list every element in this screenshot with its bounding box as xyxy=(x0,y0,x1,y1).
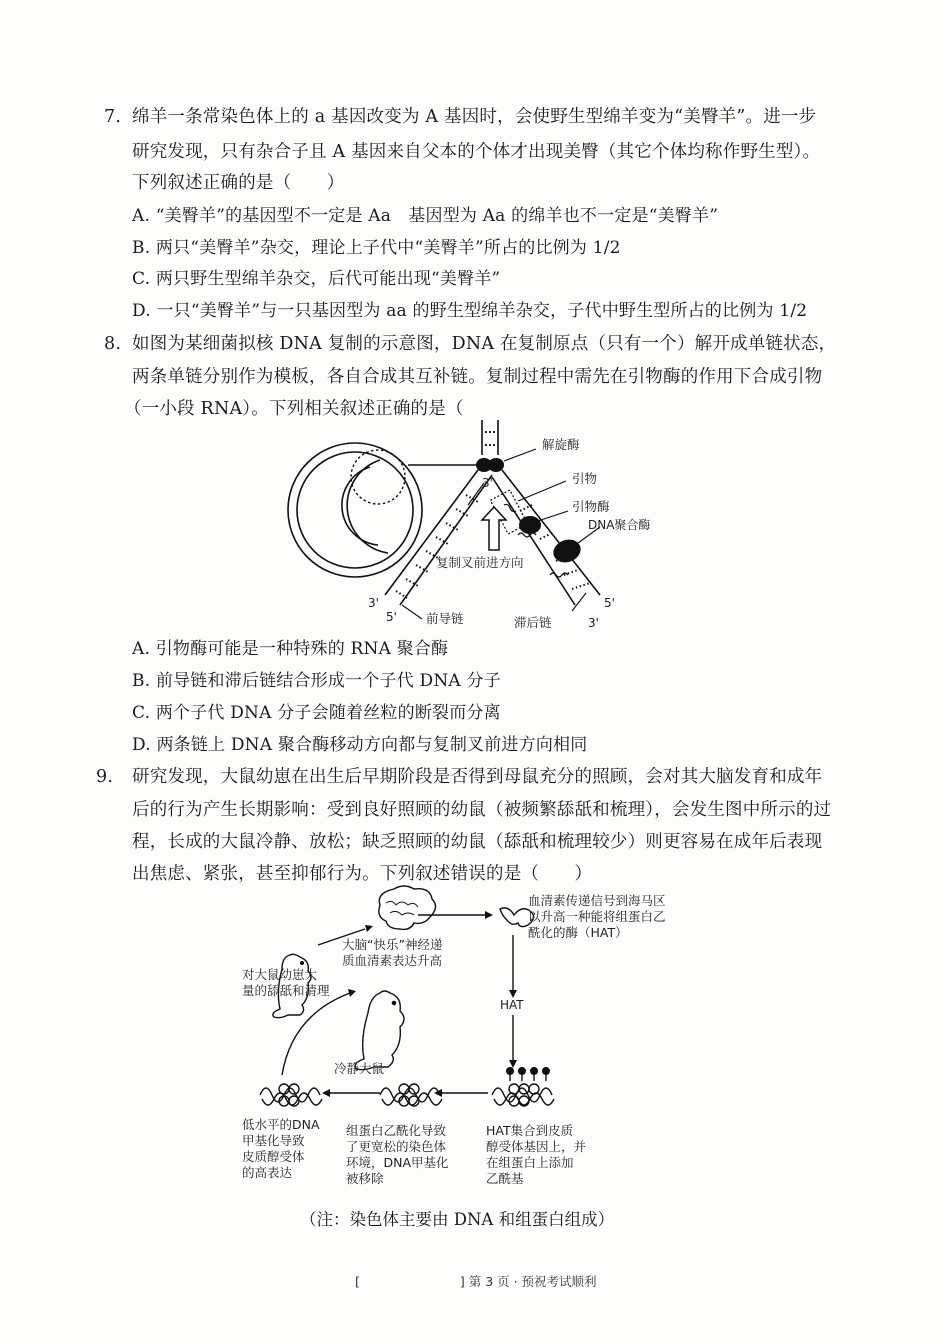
label-line: 质血清素表达升高 xyxy=(342,953,443,968)
option-text: 两个子代 DNA 分子会随着丝粒的断裂而分离 xyxy=(155,703,501,723)
option-text: 引物酶可能是一种特殊的 RNA 聚合酶 xyxy=(155,639,449,659)
chromatin-structure-3 xyxy=(492,1073,554,1106)
question-stem-line: 绵羊一条常染色体上的 a 基因改变为 A 基因时，会使野生型绵羊变为“美臀羊”。进一步 xyxy=(132,107,817,127)
option-d xyxy=(132,734,587,756)
label-3prime-left: 3' xyxy=(368,596,379,610)
label-5prime-right: 5' xyxy=(604,596,615,610)
chromatin-structure-1 xyxy=(260,1084,322,1106)
question-stem-line: （一小段 RNA）。下列相关叙述正确的是（ xyxy=(124,399,464,419)
label-calm-rat: 冷静大鼠 xyxy=(334,1061,385,1076)
question-number: 8. xyxy=(104,334,122,354)
option-text: 两只野生型绵羊杂交，后代可能出现“美臀羊” xyxy=(155,269,501,289)
label-line: 的高表达 xyxy=(242,1165,293,1180)
option-label: A. xyxy=(132,206,151,226)
chromatin-structure-2 xyxy=(380,1084,442,1106)
option-label: D. xyxy=(132,301,151,321)
label-line: 对大鼠幼崽大 xyxy=(242,967,318,982)
label-5prime-left: 5' xyxy=(386,610,397,624)
calm-rat-icon xyxy=(355,991,404,1070)
label-line: 在组蛋白上添加 xyxy=(486,1155,574,1170)
acetyl-group-icons xyxy=(506,1067,550,1075)
question-stem-line: 两条单链分别作为模板，各自合成其互补链。复制过程中需先在引物酶的作用下合成引物 xyxy=(132,367,823,387)
label-primer: 引物 xyxy=(572,471,598,486)
page-footer: [ ] 第 3 页 · 预祝考试顺利 xyxy=(355,1274,597,1289)
option-text: “美臀羊”的基因型不一定是 Aa 基因型为 Aa 的绵羊也不一定是“美臀羊” xyxy=(155,206,719,226)
label-licking xyxy=(242,967,330,999)
label-helicase: 解旋酶 xyxy=(542,437,580,452)
label-line: 大脑“快乐”神经递 xyxy=(342,937,443,952)
label-line: 量的舔舐和清理 xyxy=(242,983,330,998)
label-3prime-right: 3' xyxy=(588,616,599,630)
option-text: 前导链和滞后链结合形成一个子代 DNA 分子 xyxy=(155,671,501,691)
label-hat: HAT xyxy=(500,998,524,1012)
option-a xyxy=(132,205,718,227)
label-line: 环境，DNA甲基化 xyxy=(346,1155,449,1170)
question-number: 7. xyxy=(104,107,122,127)
question-number: 9. xyxy=(96,767,114,787)
question-stem-line: 如图为某细菌拟核 DNA 复制的示意图，DNA 在复制原点（只有一个）解开成单链状态， xyxy=(132,334,837,354)
label-line: 皮质醇受体 xyxy=(242,1149,305,1164)
label-low-methylation xyxy=(242,1117,320,1181)
question-stem-line: 研究发现，大鼠幼崽在出生后早期阶段是否得到母鼠充分的照顾，会对其大脑发育和成年 xyxy=(132,767,823,787)
label-line: 酰化的酶（HAT） xyxy=(528,925,628,940)
label-line: 以升高一种能将组蛋白乙 xyxy=(528,909,666,924)
label-brain-serotonin xyxy=(342,937,442,969)
label-line: 组蛋白乙酰化导致 xyxy=(346,1123,447,1138)
option-b xyxy=(132,237,621,259)
label-line: 血清素传递信号到海马区 xyxy=(528,893,666,908)
option-c xyxy=(132,702,501,724)
option-text: 两条链上 DNA 聚合酶移动方向都与复制叉前进方向相同 xyxy=(156,735,588,755)
option-text: 一只“美臀羊”与一只基因型为 aa 的野生型绵羊杂交，子代中野生型所占的比例为 1/2 xyxy=(156,301,808,321)
dna-replication-figure xyxy=(280,415,680,635)
option-label: A. xyxy=(132,639,151,659)
brain-icon xyxy=(379,886,436,929)
label-dna-polymerase: DNA聚合酶 xyxy=(588,518,651,532)
label-serotonin-signal xyxy=(528,893,666,941)
label-fork-direction: 复制叉前进方向 xyxy=(436,555,524,570)
label-line: 低水平的DNA xyxy=(242,1117,320,1132)
option-a xyxy=(132,638,448,660)
label-line: 甲基化导致 xyxy=(242,1133,305,1148)
option-text: 两只“美臀羊”杂交，理论上子代中“美臀羊”所占的比例为 1/2 xyxy=(155,238,621,258)
option-d xyxy=(132,300,807,322)
option-label: C. xyxy=(132,269,151,289)
figure-note: （注：染色体主要由 DNA 和组蛋白组成） xyxy=(300,1210,615,1229)
label-primase: 引物酶 xyxy=(572,499,610,514)
option-label: C. xyxy=(132,703,151,723)
label-line: HAT集合到皮质 xyxy=(486,1123,574,1138)
label-acetylation xyxy=(346,1123,449,1187)
option-label: B. xyxy=(132,671,151,691)
label-line: 醇受体基因上，并 xyxy=(486,1139,587,1154)
question-stem-line: 后的行为产生长期影响：受到良好照顾的幼鼠（被频繁舔舐和梳理），会发生图中所示的过 xyxy=(132,800,832,820)
question-stem-line: 下列叙述正确的是（ ） xyxy=(132,173,345,193)
question-stem-line: 出焦虑、紧张，甚至抑郁行为。下列叙述错误的是（ ） xyxy=(132,864,593,884)
label-line: 被移除 xyxy=(346,1171,384,1186)
option-c xyxy=(132,268,500,290)
question-stem-line: 研究发现，只有杂合子且 A 基因来自父本的个体才出现美臀（其它个体均称作野生型）。 xyxy=(132,142,821,162)
label-leading-strand: 前导链 xyxy=(426,611,464,626)
epigenetics-figure xyxy=(230,885,710,1205)
label-line: 了更宽松的染色体 xyxy=(346,1139,447,1154)
option-label: D. xyxy=(132,735,151,755)
question-stem-line: 程，长成的大鼠冷静、放松；缺乏照顾的幼鼠（舔舐和梳理较少）则更容易在成年后表现 xyxy=(132,832,823,852)
option-b xyxy=(132,670,501,692)
label-3prime-top: 3' xyxy=(482,476,493,490)
option-label: B. xyxy=(132,238,151,258)
label-line: 乙酰基 xyxy=(486,1171,524,1186)
label-hat-binding xyxy=(486,1123,586,1187)
label-lagging-strand: 滞后链 xyxy=(514,615,552,630)
